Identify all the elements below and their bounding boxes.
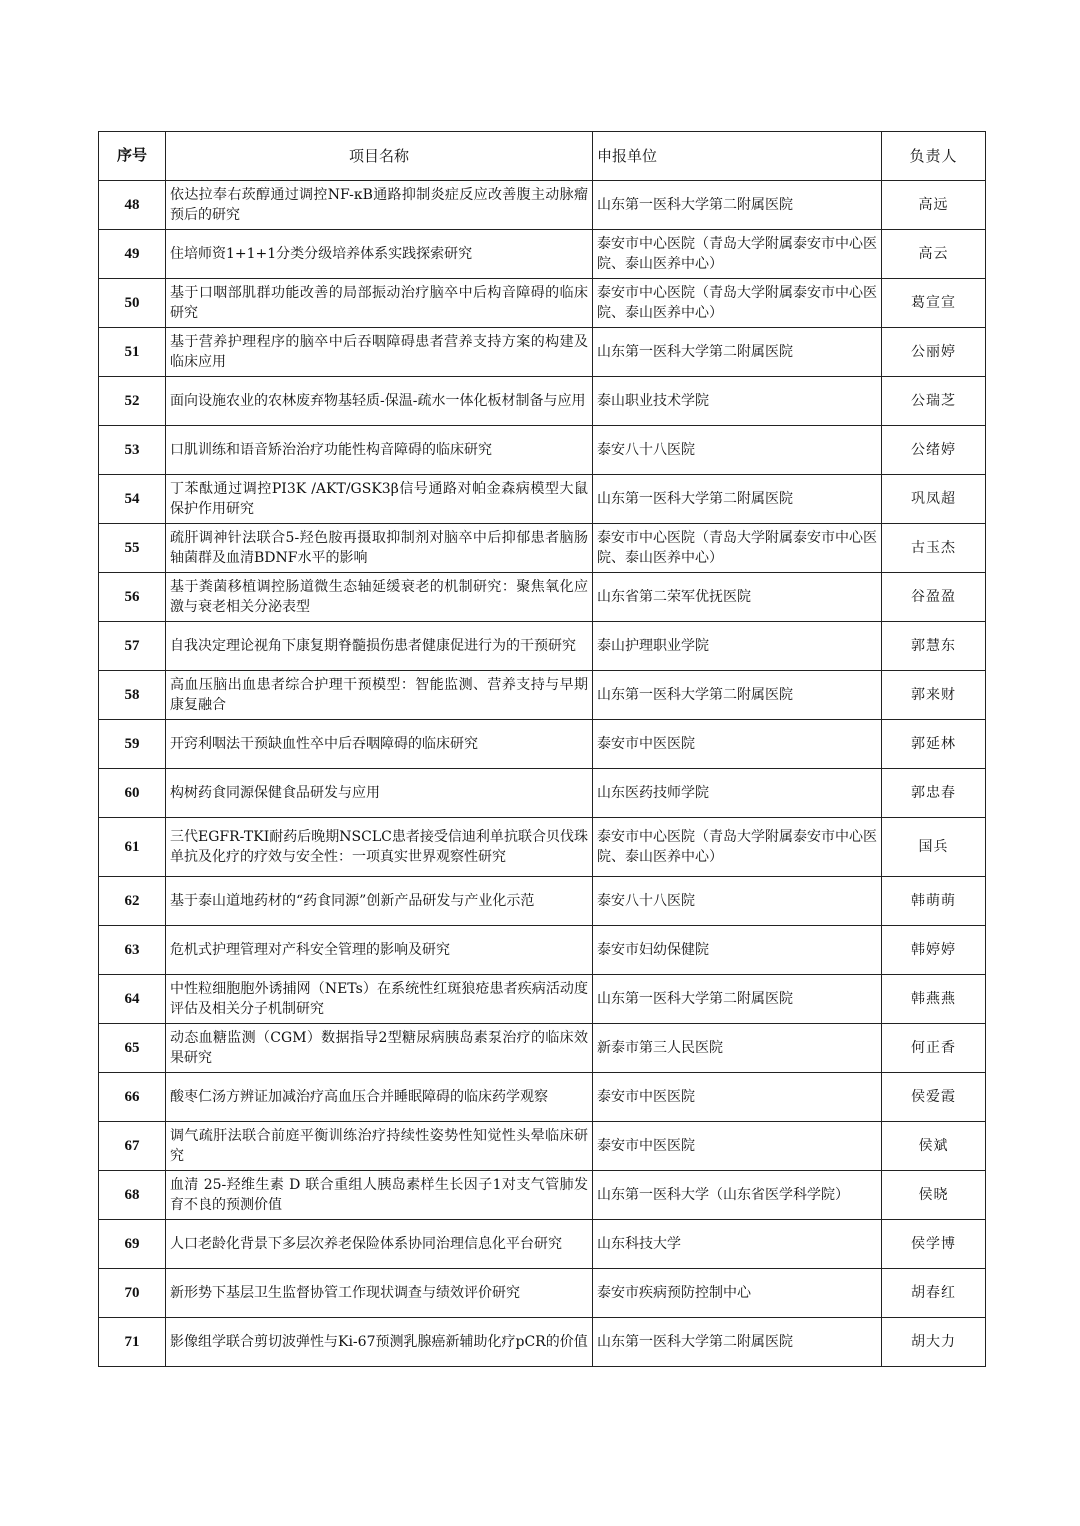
- row-project-name: 三代EGFR-TKI耐药后晚期NSCLC患者接受信迪利单抗联合贝伐珠单抗及化疗的疗效与安全性：一项真实世界观察性研究: [166, 818, 593, 877]
- row-applicant-unit: 山东第一医科大学第二附属医院: [593, 1318, 882, 1367]
- row-project-lead: 古玉杰: [882, 524, 986, 573]
- row-project-lead: 韩燕燕: [882, 975, 986, 1024]
- table-row: [99, 622, 986, 671]
- project-list-sheet: [98, 131, 958, 1367]
- header-applicant-unit: 申报单位: [593, 132, 882, 181]
- row-project-name: 调气疏肝法联合前庭平衡训练治疗持续性姿势性知觉性头晕临床研究: [166, 1122, 593, 1171]
- row-serial-number: 52: [99, 377, 166, 426]
- row-serial-number: 62: [99, 877, 166, 926]
- row-applicant-unit: 山东科技大学: [593, 1220, 882, 1269]
- table-row: [99, 877, 986, 926]
- table-row: [99, 475, 986, 524]
- row-project-name: 疏肝调神针法联合5-羟色胺再摄取抑制剂对脑卒中后抑郁患者脑肠轴菌群及血清BDNF水平的影响: [166, 524, 593, 573]
- row-project-lead: 侯晓: [882, 1171, 986, 1220]
- row-applicant-unit: 山东第一医科大学第二附属医院: [593, 328, 882, 377]
- row-project-name: 新形势下基层卫生监督协管工作现状调查与绩效评价研究: [166, 1269, 593, 1318]
- row-applicant-unit: 山东第一医科大学第二附属医院: [593, 475, 882, 524]
- row-serial-number: 66: [99, 1073, 166, 1122]
- row-project-name: 酸枣仁汤方辨证加减治疗高血压合并睡眠障碍的临床药学观察: [166, 1073, 593, 1122]
- row-serial-number: 55: [99, 524, 166, 573]
- table-row: [99, 671, 986, 720]
- row-applicant-unit: 山东省第二荣军优抚医院: [593, 573, 882, 622]
- row-applicant-unit: 泰安市中医医院: [593, 1122, 882, 1171]
- row-project-name: 高血压脑出血患者综合护理干预模型：智能监测、营养支持与早期康复融合: [166, 671, 593, 720]
- row-project-name: 人口老龄化背景下多层次养老保险体系协同治理信息化平台研究: [166, 1220, 593, 1269]
- row-project-lead: 高远: [882, 181, 986, 230]
- table-row: [99, 720, 986, 769]
- row-project-name: 动态血糖监测（CGM）数据指导2型糖尿病胰岛素泵治疗的临床效果研究: [166, 1024, 593, 1073]
- table-row: [99, 524, 986, 573]
- row-project-name: 危机式护理管理对产科安全管理的影响及研究: [166, 926, 593, 975]
- table-row: [99, 1220, 986, 1269]
- row-applicant-unit: 泰安市中心医院（青岛大学附属泰安市中心医院、泰山医养中心）: [593, 818, 882, 877]
- row-project-lead: 胡春红: [882, 1269, 986, 1318]
- row-serial-number: 67: [99, 1122, 166, 1171]
- header-serial-number: 序号: [99, 132, 166, 181]
- row-project-name: 中性粒细胞胞外诱捕网（NETs）在系统性红斑狼疮患者疾病活动度评估及相关分子机制研究: [166, 975, 593, 1024]
- row-applicant-unit: 泰安市妇幼保健院: [593, 926, 882, 975]
- table-row: [99, 181, 986, 230]
- row-serial-number: 69: [99, 1220, 166, 1269]
- row-project-name: 基于口咽部肌群功能改善的局部振动治疗脑卒中后构音障碍的临床研究: [166, 279, 593, 328]
- row-serial-number: 51: [99, 328, 166, 377]
- row-serial-number: 50: [99, 279, 166, 328]
- row-serial-number: 48: [99, 181, 166, 230]
- row-project-lead: 高云: [882, 230, 986, 279]
- row-applicant-unit: 泰安市中心医院（青岛大学附属泰安市中心医院、泰山医养中心）: [593, 230, 882, 279]
- row-applicant-unit: 新泰市第三人民医院: [593, 1024, 882, 1073]
- row-project-lead: 郭慧东: [882, 622, 986, 671]
- table-row: [99, 1024, 986, 1073]
- table-row: [99, 377, 986, 426]
- header-project-lead: 负责人: [882, 132, 986, 181]
- row-serial-number: 57: [99, 622, 166, 671]
- row-applicant-unit: 泰安市中医医院: [593, 720, 882, 769]
- row-serial-number: 64: [99, 975, 166, 1024]
- row-serial-number: 65: [99, 1024, 166, 1073]
- row-serial-number: 56: [99, 573, 166, 622]
- table-row: [99, 426, 986, 475]
- row-project-lead: 侯斌: [882, 1122, 986, 1171]
- row-project-lead: 公丽婷: [882, 328, 986, 377]
- row-project-lead: 何正香: [882, 1024, 986, 1073]
- row-project-lead: 韩婷婷: [882, 926, 986, 975]
- row-project-lead: 胡大力: [882, 1318, 986, 1367]
- row-project-lead: 韩萌萌: [882, 877, 986, 926]
- row-project-lead: 郭忠春: [882, 769, 986, 818]
- row-project-lead: 公瑞芝: [882, 377, 986, 426]
- row-applicant-unit: 山东第一医科大学第二附属医院: [593, 671, 882, 720]
- row-project-name: 基于粪菌移植调控肠道微生态轴延缓衰老的机制研究：聚焦氧化应激与衰老相关分泌表型: [166, 573, 593, 622]
- row-serial-number: 68: [99, 1171, 166, 1220]
- row-project-lead: 郭来财: [882, 671, 986, 720]
- row-project-lead: 巩凤超: [882, 475, 986, 524]
- table-row: [99, 1269, 986, 1318]
- table-row: [99, 769, 986, 818]
- row-project-name: 自我决定理论视角下康复期脊髓损伤患者健康促进行为的干预研究: [166, 622, 593, 671]
- row-project-name: 基于泰山道地药材的“药食同源”创新产品研发与产业化示范: [166, 877, 593, 926]
- table-row: [99, 573, 986, 622]
- row-project-name: 构树药食同源保健食品研发与应用: [166, 769, 593, 818]
- table-row: [99, 1122, 986, 1171]
- row-serial-number: 71: [99, 1318, 166, 1367]
- table-row: [99, 1171, 986, 1220]
- table-row: [99, 818, 986, 877]
- row-project-lead: 侯学博: [882, 1220, 986, 1269]
- row-applicant-unit: 泰安市中心医院（青岛大学附属泰安市中心医院、泰山医养中心）: [593, 524, 882, 573]
- row-project-lead: 公绪婷: [882, 426, 986, 475]
- table-body: [99, 181, 986, 1367]
- row-serial-number: 70: [99, 1269, 166, 1318]
- row-project-name: 依达拉奉右莰醇通过调控NF-κB通路抑制炎症反应改善腹主动脉瘤预后的研究: [166, 181, 593, 230]
- row-project-name: 影像组学联合剪切波弹性与Ki-67预测乳腺癌新辅助化疗pCR的价值: [166, 1318, 593, 1367]
- table-row: [99, 328, 986, 377]
- row-project-lead: 谷盈盈: [882, 573, 986, 622]
- row-applicant-unit: 泰安市疾病预防控制中心: [593, 1269, 882, 1318]
- table-row: [99, 230, 986, 279]
- row-applicant-unit: 泰安市中医医院: [593, 1073, 882, 1122]
- row-project-name: 面向设施农业的农林废弃物基轻质-保温-疏水一体化板材制备与应用: [166, 377, 593, 426]
- row-serial-number: 54: [99, 475, 166, 524]
- row-applicant-unit: 山东第一医科大学（山东省医学科学院）: [593, 1171, 882, 1220]
- row-applicant-unit: 山东第一医科大学第二附属医院: [593, 975, 882, 1024]
- row-project-name: 口肌训练和语音矫治治疗功能性构音障碍的临床研究: [166, 426, 593, 475]
- row-serial-number: 53: [99, 426, 166, 475]
- row-applicant-unit: 泰山护理职业学院: [593, 622, 882, 671]
- project-table: [98, 131, 986, 1367]
- row-applicant-unit: 泰安市中心医院（青岛大学附属泰安市中心医院、泰山医养中心）: [593, 279, 882, 328]
- row-applicant-unit: 泰山职业技术学院: [593, 377, 882, 426]
- row-project-lead: 侯爱霞: [882, 1073, 986, 1122]
- row-project-lead: 葛宣宣: [882, 279, 986, 328]
- row-applicant-unit: 山东第一医科大学第二附属医院: [593, 181, 882, 230]
- header-project-name: 项目名称: [166, 132, 593, 181]
- row-project-lead: 郭延林: [882, 720, 986, 769]
- row-serial-number: 58: [99, 671, 166, 720]
- row-applicant-unit: 泰安八十八医院: [593, 426, 882, 475]
- table-row: [99, 975, 986, 1024]
- row-serial-number: 60: [99, 769, 166, 818]
- row-serial-number: 61: [99, 818, 166, 877]
- row-project-lead: 国兵: [882, 818, 986, 877]
- table-row: [99, 279, 986, 328]
- row-project-name: 血清 25-羟维生素 D 联合重组人胰岛素样生长因子1对支气管肺发育不良的预测价值: [166, 1171, 593, 1220]
- row-serial-number: 59: [99, 720, 166, 769]
- table-header-row: [99, 132, 986, 181]
- table-row: [99, 1073, 986, 1122]
- row-project-name: 丁苯酞通过调控PI3K /AKT/GSK3β信号通路对帕金森病模型大鼠保护作用研究: [166, 475, 593, 524]
- row-applicant-unit: 泰安八十八医院: [593, 877, 882, 926]
- row-applicant-unit: 山东医药技师学院: [593, 769, 882, 818]
- table-row: [99, 1318, 986, 1367]
- row-serial-number: 63: [99, 926, 166, 975]
- row-project-name: 开窍利咽法干预缺血性卒中后吞咽障碍的临床研究: [166, 720, 593, 769]
- row-project-name: 基于营养护理程序的脑卒中后吞咽障碍患者营养支持方案的构建及临床应用: [166, 328, 593, 377]
- row-serial-number: 49: [99, 230, 166, 279]
- row-project-name: 住培师资1+1+1分类分级培养体系实践探索研究: [166, 230, 593, 279]
- table-row: [99, 926, 986, 975]
